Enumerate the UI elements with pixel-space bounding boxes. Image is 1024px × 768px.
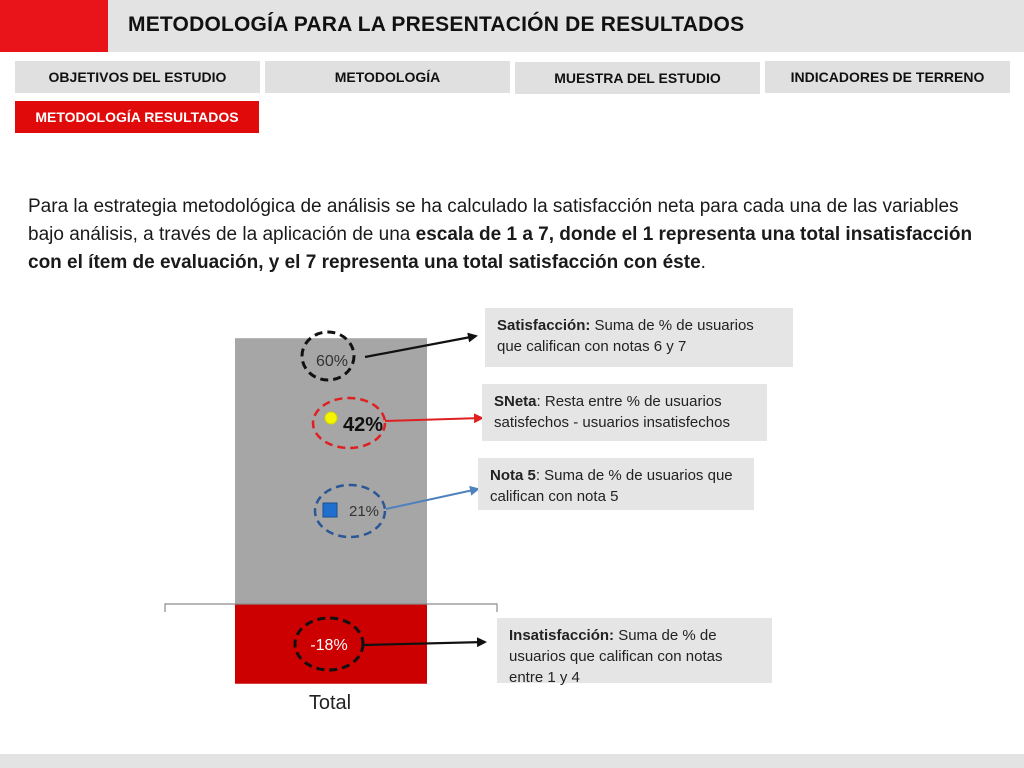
satisfaction-value-label: 60% — [315, 353, 349, 370]
tab-metodologia-resultados[interactable]: METODOLOGÍA RESULTADOS — [15, 101, 259, 133]
callout-satisfaccion-text: Suma de % de usuarios que califican con notas 6 y 7 — [497, 317, 754, 355]
tab-indicadores[interactable]: INDICADORES DE TERRENO — [765, 61, 1010, 93]
callout-insatisfaccion — [497, 618, 772, 686]
sneta-marker — [325, 412, 337, 424]
footer-bar — [0, 754, 1024, 768]
callout-satisfaccion — [485, 308, 793, 367]
callout-sneta-text: : Resta entre % de usuarios satisfechos - usuarios insatisfechos — [494, 393, 730, 431]
callout-insatisfaccion-term: Insatisfacción: — [509, 627, 615, 644]
tab-muestra[interactable]: MUESTRA DEL ESTUDIO — [515, 62, 760, 94]
nota5-value-label: 21% — [348, 503, 380, 520]
callout-sneta-term: SNeta — [494, 393, 537, 410]
intro-text-1: Para la estrategia metodológica de análisis se ha calculado la satisfacción neta para cada una de las variables bajo análisis, a través de la aplicación de una — [28, 196, 959, 245]
nota5-marker — [323, 503, 337, 517]
page-title: METODOLOGÍA PARA LA PRESENTACIÓN DE RESULTADOS — [128, 13, 745, 36]
callout-insatisfaccion-text: Suma de % de usuarios que califican con notas entre 1 y 4 — [509, 627, 723, 686]
intro-text-2: . — [700, 252, 706, 273]
tab-metodologia[interactable]: METODOLOGÍA — [265, 61, 510, 93]
callout-sneta — [482, 384, 767, 441]
insatisfaction-value-label: -18% — [310, 637, 348, 654]
callout-satisfaccion-term: Satisfacción: — [497, 317, 591, 334]
sneta-value-label: 42% — [342, 414, 384, 436]
callout-nota5 — [478, 458, 754, 510]
satisfaction-bar — [235, 338, 427, 604]
category-label: Total — [308, 692, 352, 714]
callout-nota5-text: : Suma de % de usuarios que califican con nota 5 — [490, 467, 733, 505]
tab-objetivos[interactable]: OBJETIVOS DEL ESTUDIO — [15, 61, 260, 93]
callout-nota5-term: Nota 5 — [490, 467, 536, 484]
intro-text-bold: escala de 1 a 7, donde el 1 representa una total insatisfacción con el ítem de evaluación, y el 7 representa una total satisfacción con éste — [28, 224, 973, 273]
